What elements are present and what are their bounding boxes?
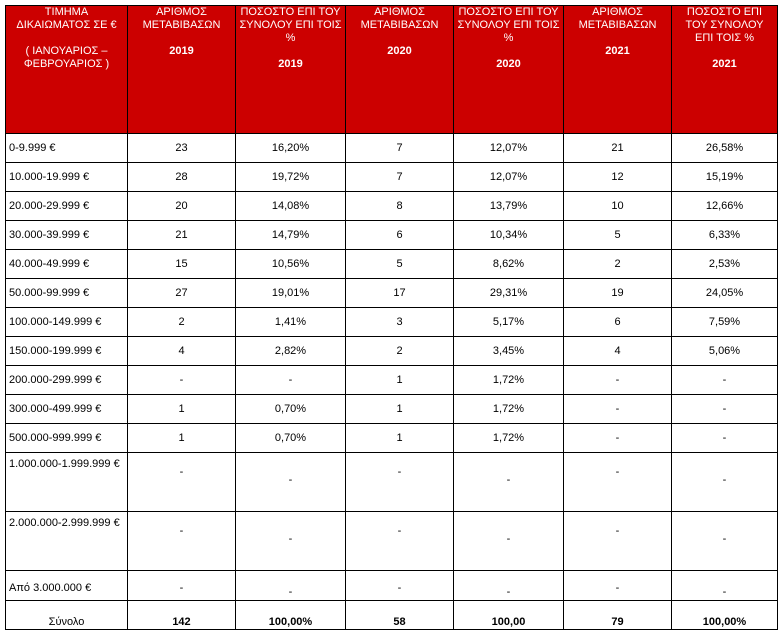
percent-2020-cell: 1,72%: [454, 424, 564, 453]
percent-2021-header: [672, 6, 778, 134]
percent-2021-cell: 12,66%: [672, 192, 778, 221]
price-range-cell: 30.000-39.999 €: [6, 221, 128, 250]
count-2021-cell: -: [564, 512, 672, 571]
table-body: [6, 134, 778, 601]
table-footer: [6, 601, 778, 630]
count-2019-header: [128, 6, 236, 134]
count-2020-cell: 1: [346, 424, 454, 453]
column-year: 2020: [387, 45, 412, 57]
count-2021-cell: -: [564, 453, 672, 512]
percent-2019-cell: -: [236, 366, 346, 395]
count-2020-cell: 1: [346, 366, 454, 395]
count-2021-cell: 21: [564, 134, 672, 163]
price-range-cell: 0-9.999 €: [6, 134, 128, 163]
count-2021-cell: 19: [564, 279, 672, 308]
price-range-cell: 200.000-299.999 €: [6, 366, 128, 395]
column-year: 2020: [496, 58, 521, 70]
count-2020-cell: 7: [346, 134, 454, 163]
count-2021-header: [564, 6, 672, 134]
count-2019-cell: -: [128, 453, 236, 512]
percent-2021-cell: 2,53%: [672, 250, 778, 279]
percent-2021-cell: -: [672, 424, 778, 453]
count-2019-cell: 15: [128, 250, 236, 279]
count-2019-cell: 27: [128, 279, 236, 308]
count-2020-header: [346, 6, 454, 134]
percent-2019-header: [236, 6, 346, 134]
percent-2021-cell: 6,33%: [672, 221, 778, 250]
percent-2019-cell: -: [236, 453, 346, 512]
percent-2019-cell: 1,41%: [236, 308, 346, 337]
percent-2019-cell: -: [236, 512, 346, 571]
count-2020-cell: -: [346, 512, 454, 571]
count-2019-cell: -: [128, 512, 236, 571]
count-2021-cell: -: [564, 395, 672, 424]
percent-2021-cell: -: [672, 453, 778, 512]
percent-2021-cell: -: [672, 395, 778, 424]
percent-2021-cell: 26,58%: [672, 134, 778, 163]
total-percent-2021: 100,00%: [672, 601, 778, 630]
count-2020-cell: 8: [346, 192, 454, 221]
header-row: [6, 6, 778, 134]
total-count-2019: 142: [128, 601, 236, 630]
total-count-2020: 58: [346, 601, 454, 630]
count-2021-cell: -: [564, 366, 672, 395]
percent-2019-cell: 16,20%: [236, 134, 346, 163]
price-range-cell: 100.000-149.999 €: [6, 308, 128, 337]
column-label: ΠΟΣΟΣΤΟ ΕΠΙ ΤΟΥ ΣΥΝΟΛΟΥ ΕΠΙ ΤΟΙΣ %: [239, 6, 342, 44]
count-2021-cell: 4: [564, 337, 672, 366]
percent-2019-cell: 14,08%: [236, 192, 346, 221]
table-row: [6, 571, 778, 601]
percent-2021-cell: 15,19%: [672, 163, 778, 192]
count-2021-cell: 5: [564, 221, 672, 250]
percent-2021-cell: -: [672, 512, 778, 571]
count-2020-cell: 3: [346, 308, 454, 337]
percent-2019-cell: -: [236, 571, 346, 601]
count-2020-cell: 1: [346, 395, 454, 424]
count-2020-cell: -: [346, 453, 454, 512]
table-header: [6, 6, 778, 134]
percent-2020-header: [454, 6, 564, 134]
percent-2019-cell: 19,72%: [236, 163, 346, 192]
count-2021-cell: -: [564, 424, 672, 453]
percent-2020-cell: 5,17%: [454, 308, 564, 337]
price-range-period: ( ΙΑΝΟΥΑΡΙΟΣ – ΦΕΒΡΟΥΑΡΙΟΣ ): [23, 45, 110, 70]
table-row: [6, 192, 778, 221]
count-2021-cell: 6: [564, 308, 672, 337]
price-range-cell: 40.000-49.999 €: [6, 250, 128, 279]
percent-2020-cell: -: [454, 512, 564, 571]
table-row: [6, 395, 778, 424]
count-2021-cell: 10: [564, 192, 672, 221]
count-2021-cell: 2: [564, 250, 672, 279]
percent-2020-cell: 10,34%: [454, 221, 564, 250]
price-range-cell: 50.000-99.999 €: [6, 279, 128, 308]
price-range-title: ΤΙΜΗΜΑ ΔΙΚΑΙΩΜΑΤΟΣ ΣΕ €: [16, 6, 117, 31]
percent-2021-cell: -: [672, 366, 778, 395]
percent-2021-cell: 5,06%: [672, 337, 778, 366]
percent-2020-cell: -: [454, 571, 564, 601]
price-range-cell: 20.000-29.999 €: [6, 192, 128, 221]
count-2019-cell: -: [128, 366, 236, 395]
table-row: [6, 279, 778, 308]
table-row: [6, 424, 778, 453]
total-percent-2019: 100,00%: [236, 601, 346, 630]
price-range-header: [6, 6, 128, 134]
count-2019-cell: 28: [128, 163, 236, 192]
percent-2021-cell: 24,05%: [672, 279, 778, 308]
column-label: ΠΟΣΟΣΤΟ ΕΠΙ ΤΟΥ ΣΥΝΟΛΟΥ ΕΠΙ ΤΟΙΣ %: [685, 6, 764, 44]
count-2021-cell: -: [564, 571, 672, 601]
count-2020-cell: 2: [346, 337, 454, 366]
count-2019-cell: 21: [128, 221, 236, 250]
price-range-cell: 1.000.000-1.999.999 €: [6, 453, 128, 512]
percent-2020-cell: 8,62%: [454, 250, 564, 279]
table-row: [6, 453, 778, 512]
percent-2020-cell: 29,31%: [454, 279, 564, 308]
table-row: [6, 163, 778, 192]
count-2019-cell: 20: [128, 192, 236, 221]
table-row: [6, 337, 778, 366]
table-row: [6, 366, 778, 395]
table-row: [6, 250, 778, 279]
table-row: [6, 134, 778, 163]
percent-2019-cell: 0,70%: [236, 424, 346, 453]
percent-2020-cell: 1,72%: [454, 395, 564, 424]
total-label: Σύνολο: [6, 601, 128, 630]
price-range-cell: 10.000-19.999 €: [6, 163, 128, 192]
count-2019-cell: 1: [128, 395, 236, 424]
table-row: [6, 221, 778, 250]
price-range-cell: Από 3.000.000 €: [6, 571, 128, 601]
count-2019-cell: 2: [128, 308, 236, 337]
count-2019-cell: -: [128, 571, 236, 601]
price-range-cell: 300.000-499.999 €: [6, 395, 128, 424]
percent-2020-cell: 12,07%: [454, 163, 564, 192]
percent-2019-cell: 10,56%: [236, 250, 346, 279]
count-2020-cell: -: [346, 571, 454, 601]
price-range-cell: 2.000.000-2.999.999 €: [6, 512, 128, 571]
total-count-2021: 79: [564, 601, 672, 630]
price-range-cell: 500.000-999.999 €: [6, 424, 128, 453]
percent-2021-cell: 7,59%: [672, 308, 778, 337]
percent-2019-cell: 2,82%: [236, 337, 346, 366]
total-row: [6, 601, 778, 630]
column-year: 2021: [712, 58, 737, 70]
column-year: 2019: [169, 45, 194, 57]
table-row: [6, 308, 778, 337]
percent-2020-cell: -: [454, 453, 564, 512]
count-2020-cell: 5: [346, 250, 454, 279]
percent-2020-cell: 3,45%: [454, 337, 564, 366]
column-label: ΑΡΙΘΜΟΣ ΜΕΤΑΒΙΒΑΣΩΝ: [360, 6, 439, 31]
percent-2021-cell: -: [672, 571, 778, 601]
column-year: 2021: [605, 45, 630, 57]
count-2019-cell: 23: [128, 134, 236, 163]
count-2021-cell: 12: [564, 163, 672, 192]
price-range-cell: 150.000-199.999 €: [6, 337, 128, 366]
percent-2020-cell: 1,72%: [454, 366, 564, 395]
count-2019-cell: 4: [128, 337, 236, 366]
column-label: ΑΡΙΘΜΟΣ ΜΕΤΑΒΙΒΑΣΩΝ: [578, 6, 657, 31]
column-label: ΑΡΙΘΜΟΣ ΜΕΤΑΒΙΒΑΣΩΝ: [142, 6, 221, 31]
transfers-table: [5, 5, 778, 630]
count-2019-cell: 1: [128, 424, 236, 453]
count-2020-cell: 17: [346, 279, 454, 308]
percent-2020-cell: 12,07%: [454, 134, 564, 163]
total-percent-2020: 100,00: [454, 601, 564, 630]
table-row: [6, 512, 778, 571]
count-2020-cell: 7: [346, 163, 454, 192]
count-2020-cell: 6: [346, 221, 454, 250]
percent-2020-cell: 13,79%: [454, 192, 564, 221]
percent-2019-cell: 14,79%: [236, 221, 346, 250]
column-year: 2019: [278, 58, 303, 70]
percent-2019-cell: 0,70%: [236, 395, 346, 424]
column-label: ΠΟΣΟΣΤΟ ΕΠΙ ΤΟΥ ΣΥΝΟΛΟΥ ΕΠΙ ΤΟΙΣ %: [457, 6, 560, 44]
percent-2019-cell: 19,01%: [236, 279, 346, 308]
